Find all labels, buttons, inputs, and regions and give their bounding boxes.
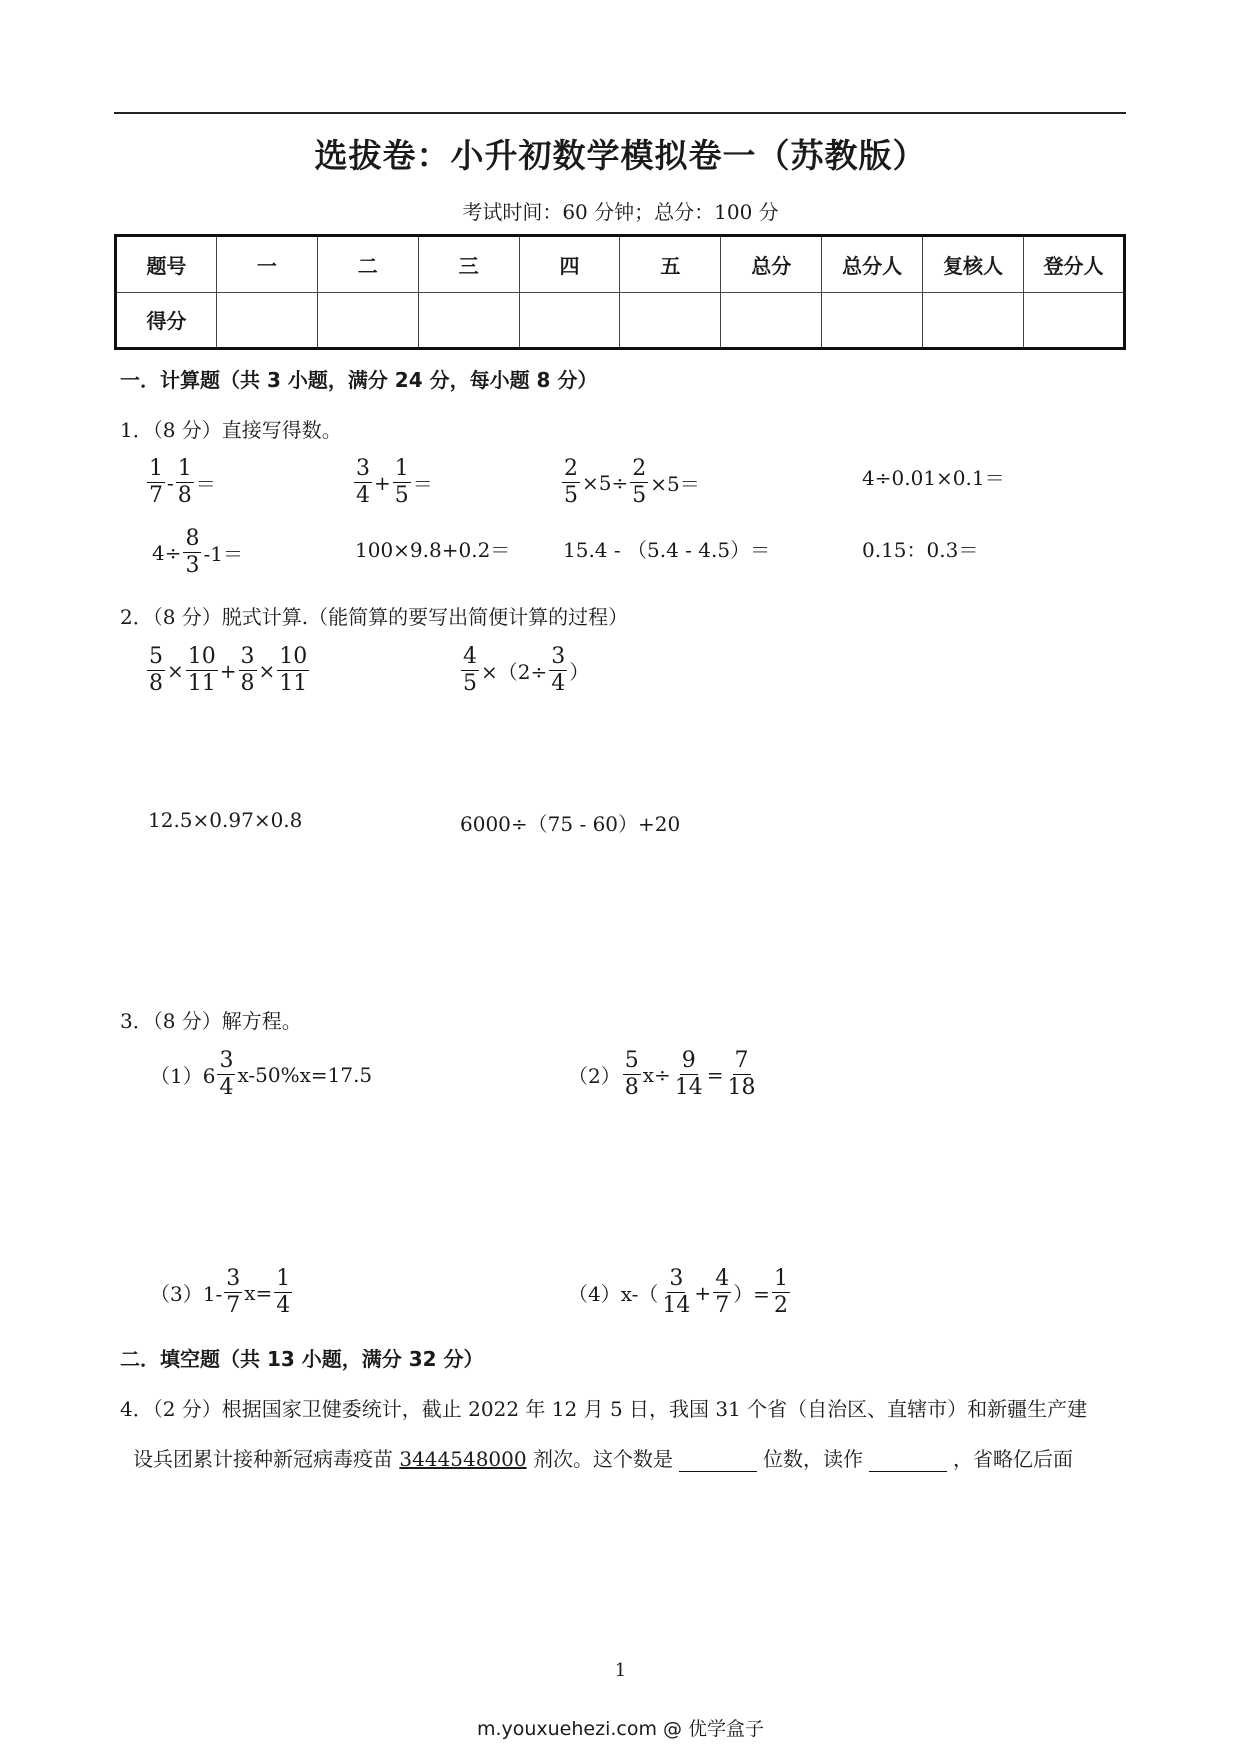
fraction: $\frac{1}{8}$ bbox=[177, 456, 192, 508]
section-heading: 一．计算题（共 3 小题，满分 24 分，每小题 8 分） bbox=[120, 368, 598, 392]
header-cell: 登分人 bbox=[1024, 236, 1125, 293]
score-cell[interactable] bbox=[519, 292, 620, 349]
fraction: $\frac{3}{4}$ bbox=[219, 1048, 234, 1100]
score-cell[interactable] bbox=[317, 292, 418, 349]
fraction: $\frac{1}{2}$ bbox=[773, 1266, 788, 1318]
page-title: 选拔卷：小升初数学模拟卷一（苏教版） bbox=[314, 136, 927, 175]
fraction: $\frac{5}{8}$ bbox=[149, 644, 163, 696]
question-stem: 1．（8 分）直接写得数。 bbox=[120, 418, 342, 442]
score-cell[interactable] bbox=[822, 292, 923, 349]
header-cell: 题号 bbox=[116, 236, 217, 293]
exam-info: 考试时间：60 分钟；总分：100 分 bbox=[462, 200, 779, 224]
fraction: $\frac{9}{14}$ bbox=[674, 1048, 703, 1100]
fraction: $\frac{4}{7}$ bbox=[715, 1266, 730, 1318]
fraction: $\frac{3}{8}$ bbox=[240, 644, 255, 696]
fraction: $\frac{10}{11}$ bbox=[279, 644, 308, 696]
fraction: $\frac{3}{4}$ bbox=[551, 644, 566, 696]
expression: 6000÷（75 - 60）+20 bbox=[460, 812, 681, 836]
fraction: $\frac{1}{5}$ bbox=[394, 456, 409, 508]
score-cell[interactable] bbox=[216, 292, 317, 349]
fraction: $\frac{1}{7}$ bbox=[149, 456, 163, 508]
expression: $\frac{4}{5}$ ×（2÷ $\frac{3}{4}$ ） bbox=[463, 644, 590, 696]
fraction: $\frac{2}{5}$ bbox=[564, 456, 578, 508]
fraction: $\frac{3}{4}$ bbox=[356, 456, 370, 508]
question-stem: 4．（2 分）根据国家卫健委统计，截止 2022 年 12 月 5 日，我国 31 个省（自治区、直辖市）和新疆生产建 bbox=[120, 1397, 1088, 1421]
header-cell: 三 bbox=[418, 236, 519, 293]
expression: 0.15：0.3＝ bbox=[862, 538, 979, 562]
score-table-header-row bbox=[116, 236, 1125, 293]
equation: （4）x-（ $\frac{3}{14}$ + $\frac{4}{7}$ ）= $\frac{1}{2}$ bbox=[568, 1266, 788, 1318]
section-heading: 二．填空题（共 13 小题，满分 32 分） bbox=[120, 1347, 484, 1371]
header-cell: 五 bbox=[620, 236, 721, 293]
question-stem: 3．（8 分）解方程。 bbox=[120, 1009, 302, 1033]
score-table bbox=[114, 234, 1126, 350]
fraction: $\frac{1}{4}$ bbox=[276, 1266, 291, 1318]
expression: $\frac{2}{5}$ ×5÷ $\frac{2}{5}$ ×5＝ bbox=[564, 456, 700, 508]
fraction: $\frac{3}{7}$ bbox=[226, 1266, 241, 1318]
expression: $\frac{3}{4}$ + $\frac{1}{5}$ ＝ bbox=[356, 456, 433, 508]
score-cell[interactable] bbox=[721, 292, 822, 349]
fraction: $\frac{3}{14}$ bbox=[662, 1266, 691, 1318]
header-rule bbox=[114, 112, 1126, 114]
header-cell: 总分人 bbox=[822, 236, 923, 293]
question-line: 设兵团累计接种新冠病毒疫苗 3444548000 剂次。这个数是 位数，读作 ，省略亿后面 bbox=[133, 1447, 1073, 1471]
score-cell[interactable] bbox=[1024, 292, 1125, 349]
row-label: 得分 bbox=[116, 292, 217, 349]
score-cell[interactable] bbox=[620, 292, 721, 349]
answer-blank[interactable] bbox=[869, 1452, 947, 1472]
fraction: $\frac{4}{5}$ bbox=[463, 644, 477, 696]
underlined-number: 3444548000 bbox=[399, 1447, 527, 1471]
header-cell: 总分 bbox=[721, 236, 822, 293]
answer-blank[interactable] bbox=[679, 1452, 757, 1472]
expression: 4÷ $\frac{8}{3}$ -1＝ bbox=[152, 526, 243, 578]
expression: 100×9.8+0.2＝ bbox=[355, 538, 511, 562]
fraction: $\frac{8}{3}$ bbox=[185, 526, 200, 578]
header-cell: 二 bbox=[317, 236, 418, 293]
expression: $\frac{5}{8}$ × $\frac{10}{11}$ + $\frac{3}{8}$ × $\frac{10}{11}$ bbox=[149, 644, 308, 696]
fraction: $\frac{10}{11}$ bbox=[187, 644, 216, 696]
equation: （1）6 $\frac{3}{4}$ x-50%x=17.5 bbox=[150, 1048, 373, 1100]
expression: $\frac{1}{7}$ - $\frac{1}{8}$ ＝ bbox=[149, 456, 216, 508]
header-cell: 一 bbox=[216, 236, 317, 293]
score-cell[interactable] bbox=[923, 292, 1024, 349]
fraction: $\frac{2}{5}$ bbox=[632, 456, 647, 508]
header-cell: 复核人 bbox=[923, 236, 1024, 293]
equation: （3）1- $\frac{3}{7}$ x= $\frac{1}{4}$ bbox=[150, 1266, 291, 1318]
question-stem: 2．（8 分）脱式计算.（能简算的要写出简便计算的过程） bbox=[120, 605, 629, 629]
header-cell: 四 bbox=[519, 236, 620, 293]
footer-watermark: m.youxuehezi.com @ 优学盒子 bbox=[476, 1718, 765, 1740]
equation: （2） $\frac{5}{8}$ x÷ $\frac{9}{14}$ = $\frac{7}{18}$ bbox=[568, 1048, 756, 1100]
expression: 12.5×0.97×0.8 bbox=[148, 808, 303, 832]
score-cell[interactable] bbox=[418, 292, 519, 349]
expression: 4÷0.01×0.1＝ bbox=[862, 466, 1005, 490]
score-table-score-row bbox=[116, 292, 1125, 349]
page-number: 1 bbox=[614, 1660, 627, 1681]
fraction: $\frac{7}{18}$ bbox=[727, 1048, 756, 1100]
expression: 15.4 - （5.4 - 4.5）＝ bbox=[563, 538, 771, 562]
fraction: $\frac{5}{8}$ bbox=[624, 1048, 639, 1100]
